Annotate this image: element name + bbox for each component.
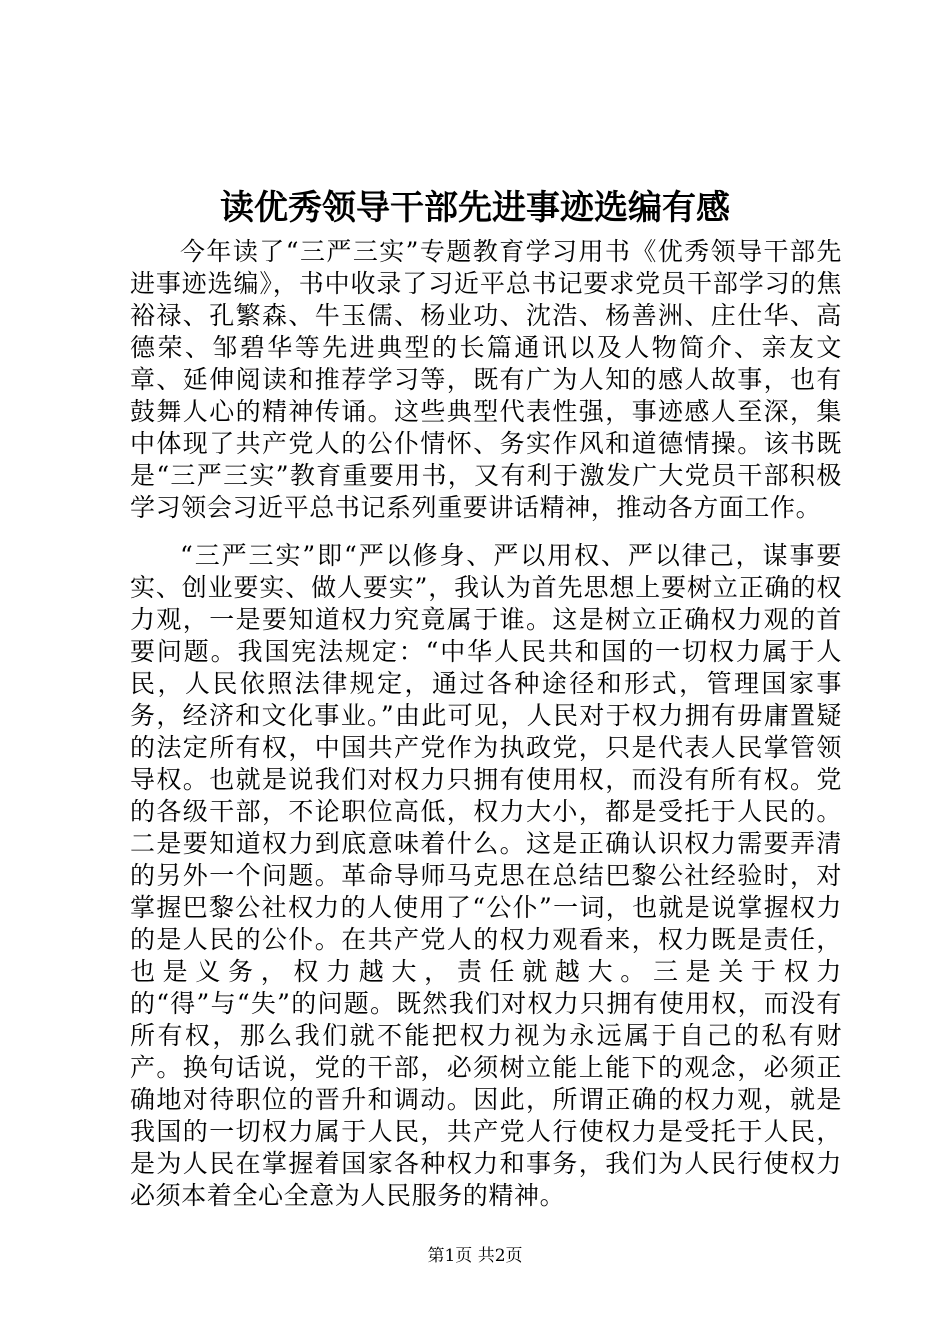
- paragraph-2: “三严三实”即“严以修身、严以用权、严以律己，谋事要实、创业要实、做人要实”，我认为首先思想上要树立正确的权力观，一是要知道权力究竟属于谁。这是树立正确权力观的首要问题。我国宪法规定：“中华人民共和国的一切权力属于人民，人民依照法律规定，通过各种途径和形式，管理国家事务，经济和文化事业。”由此可见，人民对于权力拥有毋庸置疑的法定所有权，中国共产党作为执政党，只是代表人民掌管领导权。也就是说我们对权力只拥有使用权，而没有所有权。党的各级干部，不论职位高低，权力大小，都是受托于人民的。二是要知道权力到底意味着什么。这是正确认识权力需要弄清的另外一个问题。革命导师马克思在总结巴黎公社经验时，对掌握巴黎公社权力的人使用了“公仆”一词，也就是说掌握权力的是人民的公仆。在共产党人的权力观看来，权力既是责任，也是义务，权力越大，责任就越大。三是关于权力的“得”与“失”的问题。既然我们对权力只拥有使用权，而没有所有权，那么我们就不能把权力视为永远属于自己的私有财产。换句话说，党的干部，必须树立能上能下的观念，必须正确地对待职位的晋升和调动。因此，所谓正确的权力观，就是我国的一切权力属于人民，共产党人行使权力是受托于人民，是为人民在掌握着国家各种权力和事务，我们为人民行使权力必须本着全心全意为人民服务的精神。: [130, 541, 842, 1210]
- page-footer: 第1页 共2页: [427, 1246, 523, 1266]
- document-title: 读优秀领导干部先进事迹选编有感: [220, 188, 730, 228]
- paragraph-1: 今年读了“三严三实”专题教育学习用书《优秀领导干部先进事迹选编》，书中收录了习近平总书记要求党员干部学习的焦裕禄、孔繁森、牛玉儒、杨业功、沈浩、杨善洲、庄仕华、高德荣、邹碧华等先进典型的长篇通讯以及人物简介、亲友文章、延伸阅读和推荐学习等，既有广为人知的感人故事，也有鼓舞人心的精神传诵。这些典型代表性强，事迹感人至深，集中体现了共产党人的公仆情怀、务实作风和道德情操。该书既是“三严三实”教育重要用书，又有利于激发广大党员干部积极学习领会习近平总书记系列重要讲话精神，推动各方面工作。: [130, 237, 842, 522]
